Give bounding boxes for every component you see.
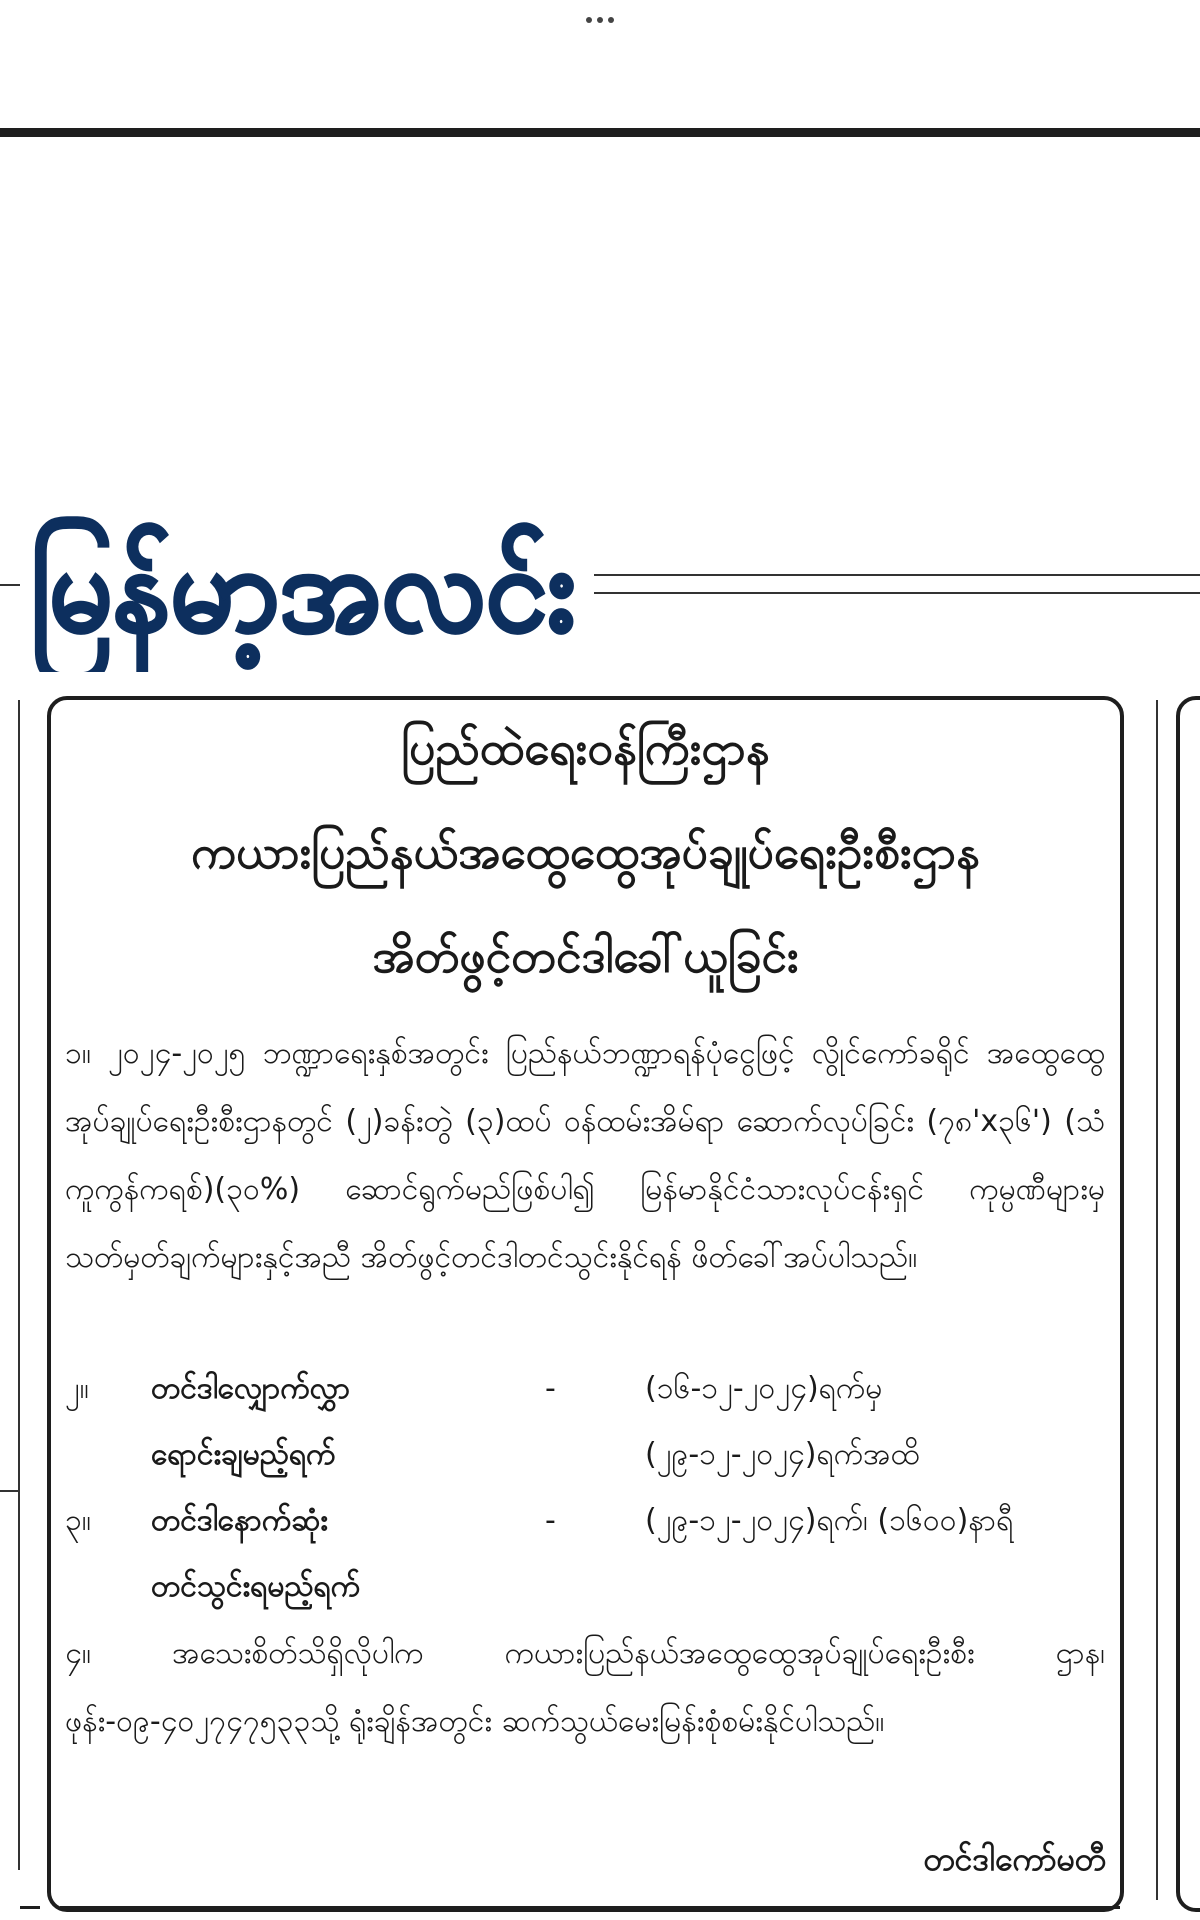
bottom-divider-left [20,1906,40,1909]
notice-department: ကယားပြည်နယ်အထွေထွေအုပ်ချုပ်ရေးဦးစီးဌာန [191,825,980,879]
item-3-row-2 [65,1554,1105,1620]
item-2-dash: - [545,1371,556,1406]
adjacent-notice-box-edge [1176,696,1200,1912]
logo-text: မြန်မာ့အလင်း [30,520,584,658]
notice-paragraph-4: ၄။ အသေးစိတ်သိရှိလိုပါက ကယားပြည်နယ်အထွေထွေအုပ်ချုပ်ရေးဦးစီး ဌာန၊ ဖုန်း-၀၉-၄၀၂၇၄၇၅၃၃သို့ ရုံးချိန်အတွင်း ဆက်သွယ်မေးမြန်းစုံစမ်းနိုင်ပါသည်။ [65,1636,1105,1739]
bottom-divider-middle [60,1906,1120,1909]
item-3-label-1: တင်ဒါနောက်ဆုံး [151,1503,328,1538]
item-2-value-2: (၂၉-၁၂-၂၀၂၄)ရက်အထိ [645,1437,920,1472]
item-3-number: ၃။ [65,1503,91,1538]
masthead-rule-right-lower [594,592,1200,594]
newspaper-logo [22,512,584,672]
item-3-value-1: (၂၉-၁၂-၂၀၂၄)ရက်၊ (၁၆၀၀)နာရီ [645,1503,1014,1538]
item-3-label-2: တင်သွင်းရမည့်ရက် [151,1569,361,1604]
tender-notice-box [47,696,1124,1912]
notice-title: အိတ်ဖွင့်တင်ဒါခေါ်ယူခြင်း [372,929,799,983]
item-2-number: ၂။ [65,1371,89,1406]
more-options-icon[interactable] [580,10,620,30]
item-3-row-1 [65,1488,1105,1554]
masthead-rule-left [0,584,20,586]
right-column-rule [1156,700,1158,1900]
notice-paragraph-1: ၁။ ၂၀၂၄-၂၀၂၅ ဘဏ္ဍာရေးနှစ်အတွင်း ပြည်နယ်ဘဏ္ဍာရန်ပုံငွေဖြင့် လွိုင်ကော်ခရိုင် အထွေထွေအုပ်ချုပ်ရေးဦးစီးဌာနတွင် (၂)ခန်းတွဲ (၃)ထပ် ဝန်ထမ်းအိမ်ရာ ဆောက်လုပ်ခြင်း (၇၈'x၃၆') (သံကူကွန်ကရစ်)(၃၀%) ဆောင်ရွက်မည်ဖြစ်ပါ၍ မြန်မာနိုင်ငံသားလုပ်ငန်းရှင် ကုမ္ပဏီများမှ သတ်မှတ်ချက်များနှင့်အညီ အိတ်ဖွင့်တင်ဒါတင်သွင်းနိုင်ရန် ဖိတ်ခေါ်အပ်ပါသည်။ [65,1036,1105,1275]
top-divider [0,128,1200,137]
item-2-label-1: တင်ဒါလျှောက်လွှာ [151,1371,351,1406]
item-2-row-1 [65,1356,1105,1422]
notice-signature: တင်ဒါကော်မတီ [923,1840,1106,1878]
item-2-row-2 [65,1422,1105,1488]
left-column-tick [0,1490,18,1492]
notice-ministry: ပြည်ထဲရေးဝန်ကြီးဌာန [401,721,770,775]
item-2-label-2: ရောင်းချမည့်ရက် [151,1437,336,1472]
left-column-rule [18,700,20,1870]
item-2-value-1: (၁၆-၁၂-၂၀၂၄)ရက်မှ [645,1371,883,1406]
masthead-rule-right-upper [594,574,1200,576]
item-3-dash: - [545,1503,556,1538]
